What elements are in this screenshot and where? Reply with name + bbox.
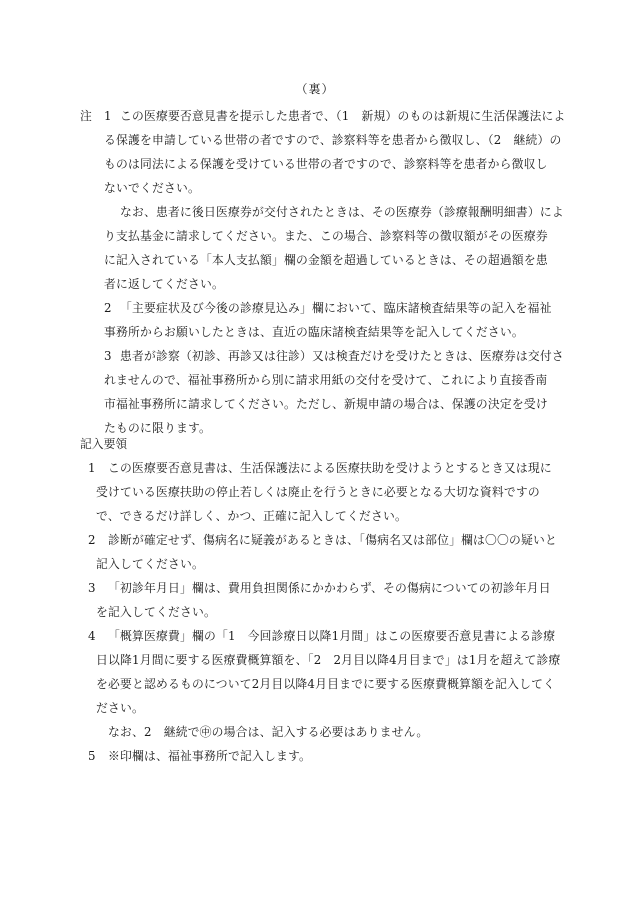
instruction-line: ださい。	[96, 701, 144, 715]
note-line: に記入されている「本人支払額」欄の金額を超過しているときは、その超過額を患	[104, 253, 548, 267]
note-line: 患者が診察（初診、再診又は往診）又は検査だけを受けたときは、医療券は交付さ	[120, 349, 564, 363]
instruction-line: ※印欄は、福祉事務所で記入します。	[108, 749, 312, 763]
note-line: 者に返してください。	[104, 277, 224, 291]
instruction-line: を必要と認めるものについて2月目以降4月目までに要する医療費概算額を記入してく	[96, 677, 556, 691]
instruction-number: 1	[88, 461, 96, 475]
instruction-number: 3	[88, 581, 96, 595]
note-line: り支払基金に請求してください。また、この場合、診察料等の徴収額がその医療券	[104, 229, 548, 243]
note-line: なお、患者に後日医療券が交付されたときは、その医療券（診療報酬明細書）によ	[120, 205, 564, 219]
instruction-line: を記入してください。	[96, 605, 216, 619]
instruction-line: 診断が確定せず、傷病名に疑義があるときは、「傷病名又は部位」欄は〇〇の疑いと	[108, 533, 558, 547]
instructions-title: 記入要領	[80, 437, 128, 451]
instruction-line: で、できるだけ詳しく、かつ、正確に記入してください。	[96, 509, 407, 523]
note-line: 「主要症状及び今後の診療見込み」欄において、臨床諸検査結果等の記入を福祉	[120, 301, 552, 315]
instruction-line: なお、2 継続で㊥の場合は、記入する必要はありません。	[108, 725, 429, 739]
note-line: ものは同法による保護を受けている世帯の者ですので、診察料等を患者から徴収し	[104, 157, 548, 171]
notes-label: 注	[80, 109, 92, 123]
note-line: 市福祉事務所に請求してください。ただし、新規申請の場合は、保護の決定を受け	[104, 397, 548, 411]
note-line: 事務所からお願いしたときは、直近の臨床諸検査結果等を記入してください。	[104, 325, 524, 339]
note-line: ないでください。	[104, 181, 200, 195]
instruction-line: 受けている医療扶助の停止若しくは廃止を行うときに必要となる大切な資料ですの	[96, 485, 540, 499]
note-number: 2	[104, 301, 112, 315]
note-number: 1	[104, 109, 112, 123]
note-line: この医療要否意見書を提示した患者で、（1 新規）のものは新規に生活保護法によ	[120, 109, 566, 123]
instruction-number: 5	[88, 749, 96, 763]
instruction-line: 「概算医療費」欄の「1 今回診療日以降1月間」はこの医療要否意見書による診療	[108, 629, 556, 643]
page-header-reverse-side: （裏）	[295, 82, 335, 96]
note-line: れませんので、福祉事務所から別に請求用紙の交付を受けて、これにより直接香南	[104, 373, 548, 387]
note-line: る保護を申請している世帯の者ですので、診察料等を患者から徴収し、（2 継続）の	[104, 133, 562, 147]
instruction-line: この医療要否意見書は、生活保護法による医療扶助を受けようとするとき又は現に	[108, 461, 552, 475]
instruction-line: 「初診年月日」欄は、費用負担関係にかかわらず、その傷病についての初診年月日	[108, 581, 551, 595]
instruction-number: 4	[88, 629, 96, 643]
instruction-line: 記入してください。	[96, 557, 204, 571]
note-number: 3	[104, 349, 112, 363]
instruction-line: 日以降1月間に要する医療費概算額を、「2 2月目以降4月目まで」は1月を超えて診療	[96, 653, 561, 667]
instruction-number: 2	[88, 533, 96, 547]
note-line: たものに限ります。	[104, 421, 212, 435]
